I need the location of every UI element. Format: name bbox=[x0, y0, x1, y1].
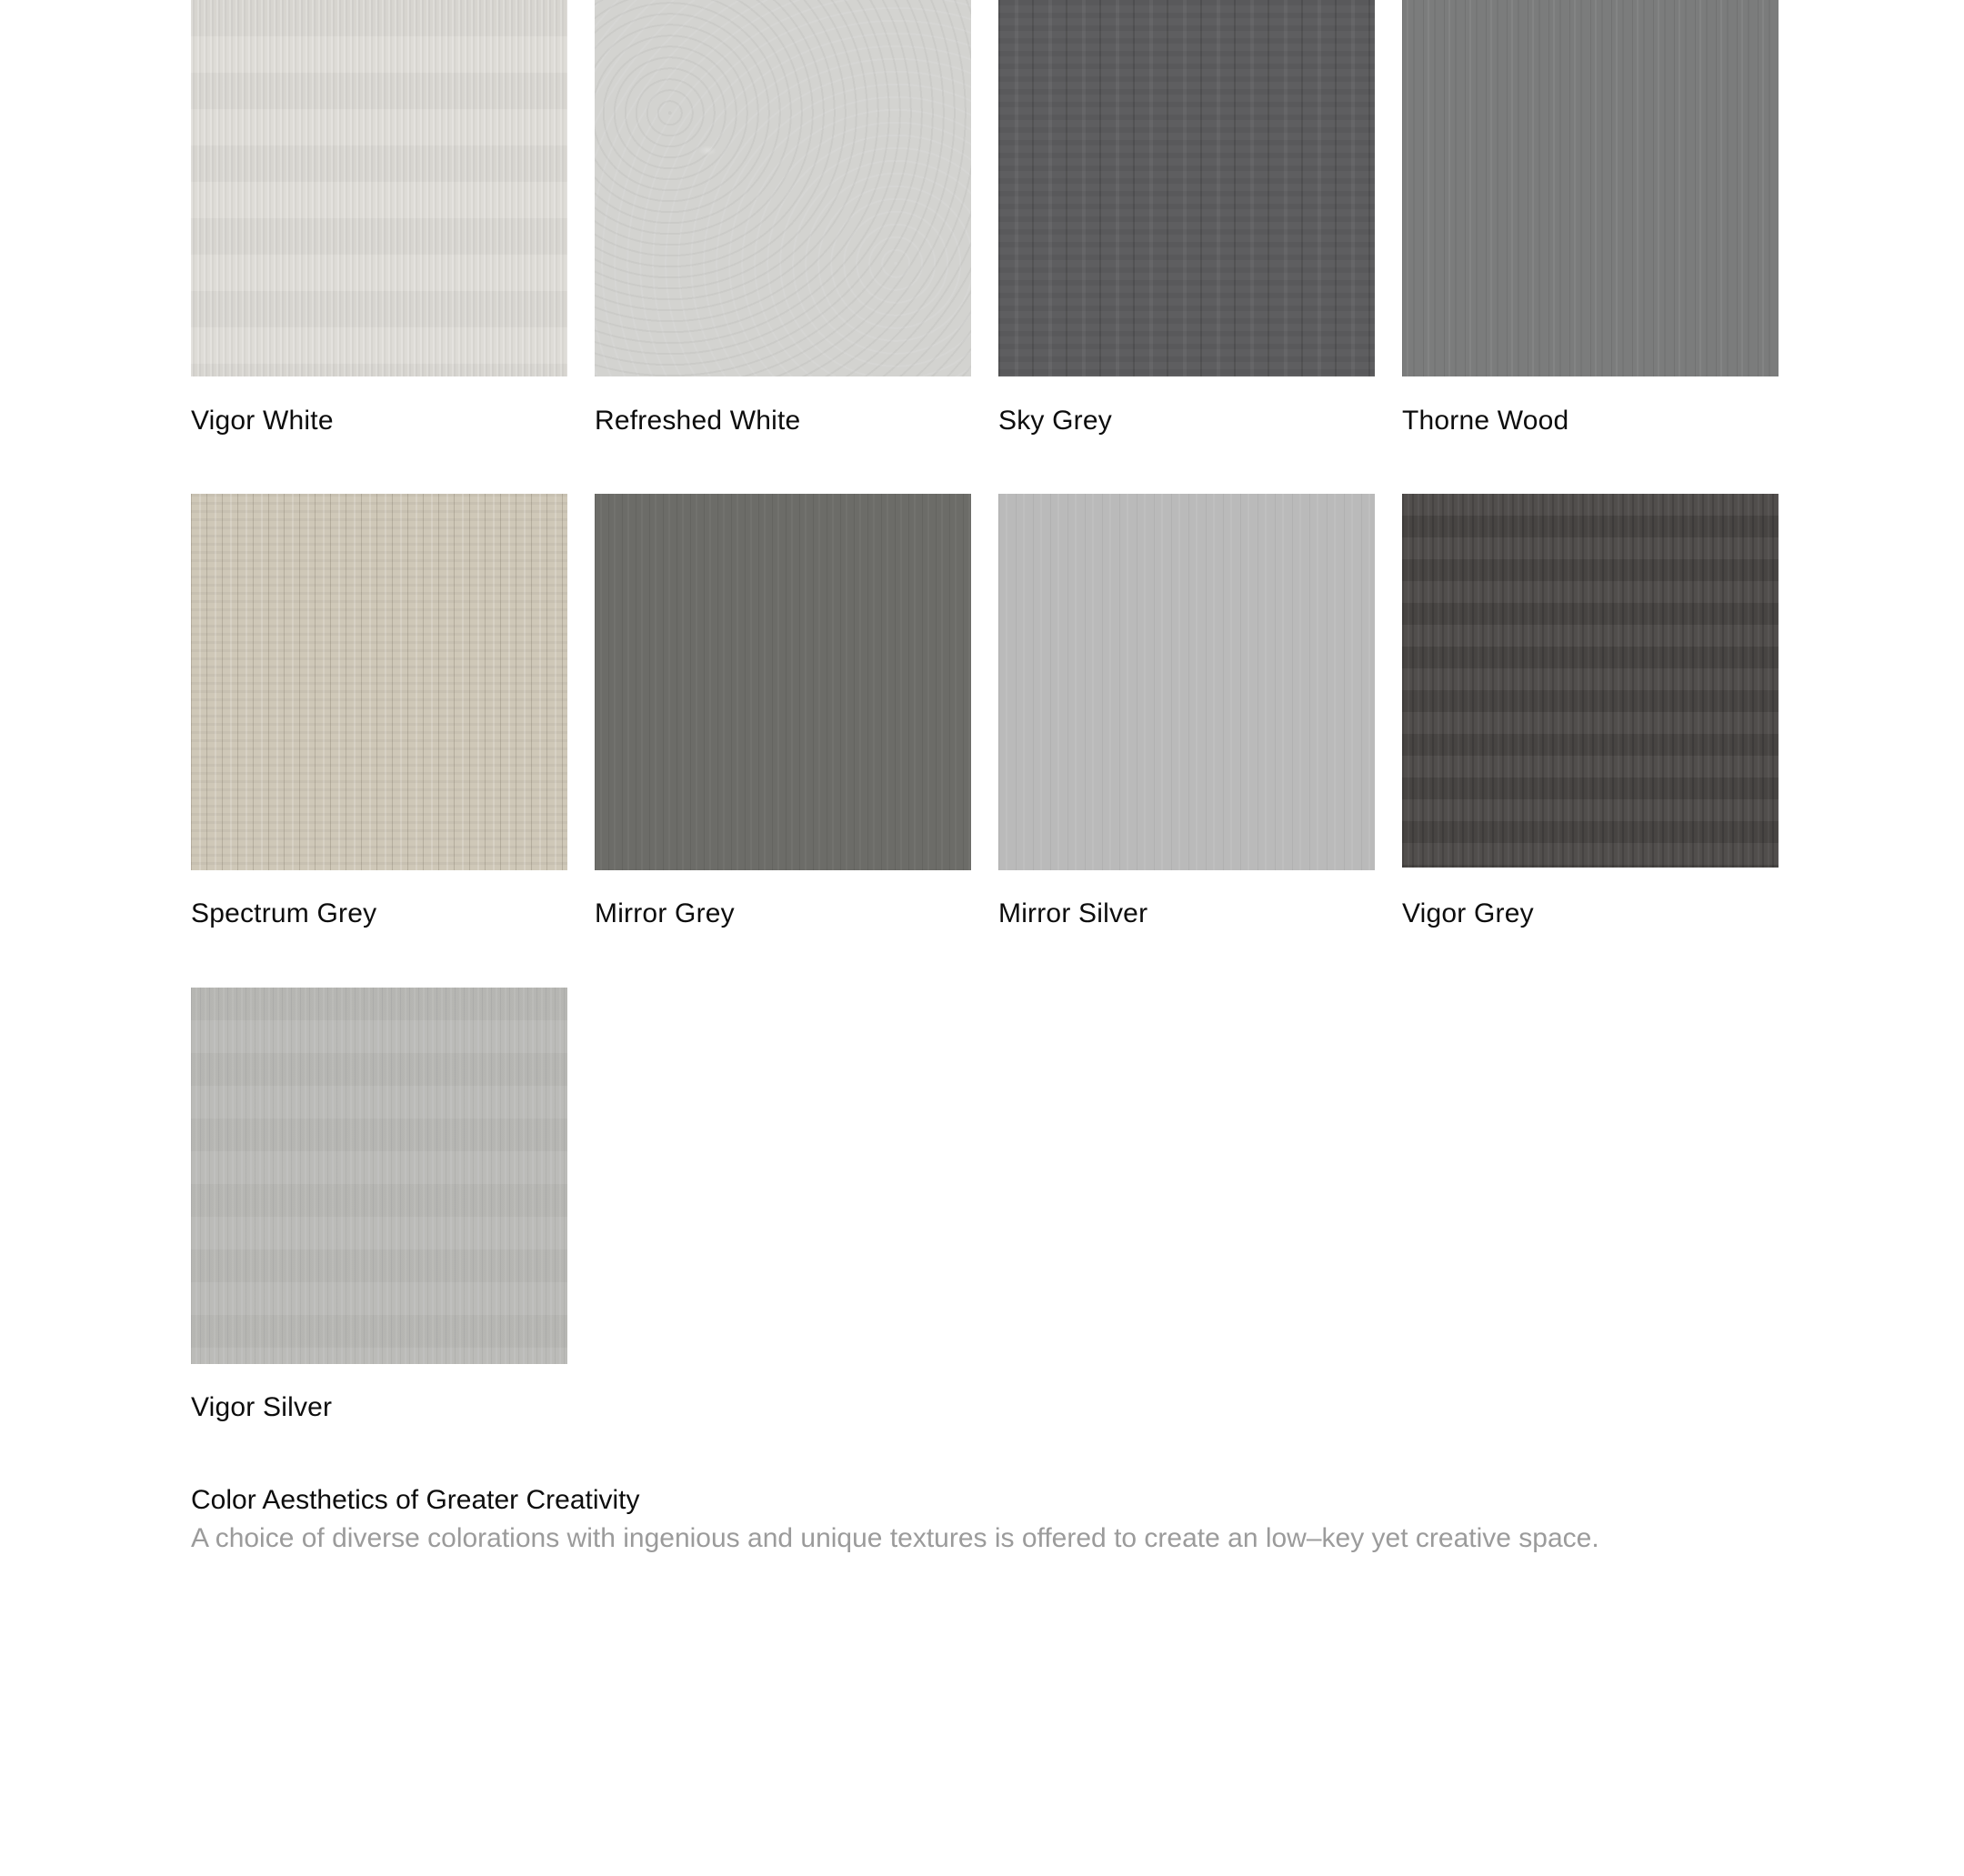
swatch-image-mirror-grey[interactable] bbox=[595, 494, 971, 870]
swatch-card-vigor-silver[interactable] bbox=[191, 988, 567, 1422]
swatch-label: Vigor Grey bbox=[1402, 898, 1534, 928]
swatch-image-mirror-silver[interactable] bbox=[998, 494, 1375, 870]
swatch-card-vigor-white[interactable] bbox=[191, 0, 567, 436]
swatch-card-refreshed-white[interactable] bbox=[595, 0, 971, 436]
swatch-image-refreshed-white[interactable] bbox=[595, 0, 971, 376]
swatch-card-sky-grey[interactable] bbox=[998, 0, 1375, 436]
swatch-image-vigor-grey[interactable] bbox=[1402, 494, 1779, 868]
swatch-card-mirror-silver[interactable] bbox=[998, 494, 1375, 928]
section-description: A choice of diverse colorations with ingenious and unique textures is offered to create an low–key yet creative space. bbox=[191, 1523, 1599, 1553]
swatch-image-spectrum-grey[interactable] bbox=[191, 494, 567, 870]
section-intro bbox=[191, 1484, 1779, 1555]
swatch-label: Mirror Silver bbox=[998, 898, 1148, 928]
swatch-label: Vigor White bbox=[191, 406, 334, 436]
swatch-card-vigor-grey[interactable] bbox=[1402, 494, 1779, 928]
swatch-label: Sky Grey bbox=[998, 406, 1112, 436]
swatch-image-sky-grey[interactable] bbox=[998, 0, 1375, 376]
swatch-image-vigor-white[interactable] bbox=[191, 0, 567, 376]
swatch-card-mirror-grey[interactable] bbox=[595, 494, 971, 928]
swatch-label: Mirror Grey bbox=[595, 898, 735, 928]
swatch-image-vigor-silver[interactable] bbox=[191, 988, 567, 1364]
swatch-card-spectrum-grey[interactable] bbox=[191, 494, 567, 928]
section-title: Color Aesthetics of Greater Creativity bbox=[191, 1485, 640, 1515]
swatch-image-thorne-wood[interactable] bbox=[1402, 0, 1779, 376]
swatch-label: Refreshed White bbox=[595, 406, 801, 436]
swatch-label: Thorne Wood bbox=[1402, 406, 1569, 436]
swatch-label: Vigor Silver bbox=[191, 1392, 333, 1422]
swatch-card-thorne-wood[interactable] bbox=[1402, 0, 1779, 436]
swatch-label: Spectrum Grey bbox=[191, 898, 377, 928]
